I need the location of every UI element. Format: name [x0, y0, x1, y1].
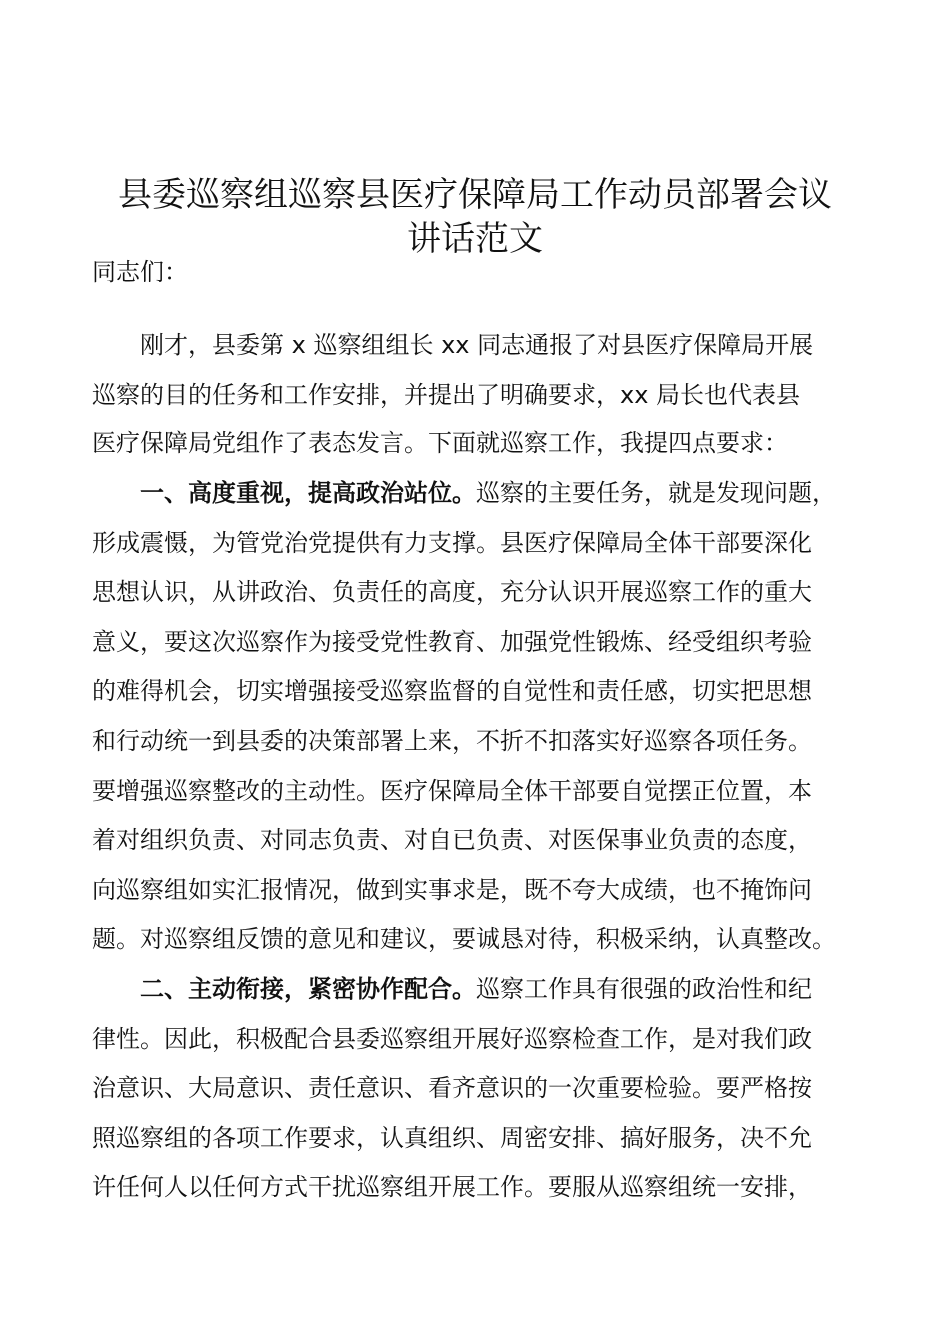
paragraph-3-line-5: 许任何人以任何方式干扰巡察组开展工作。要服从巡察组统一安排，: [92, 1173, 812, 1201]
paragraph-2-line-8: 着对组织负责、对同志负责、对自已负责、对医保事业负责的态度，: [92, 826, 812, 854]
paragraph-1-line-1: 刚才，县委第 x 巡察组组长 xx 同志通报了对县医疗保障局开展: [140, 331, 814, 359]
paragraph-2-line-1: [140, 475, 836, 511]
paragraph-2-line-6: 和行动统一到县委的决策部署上来，不折不扣落实好巡察各项任务。: [92, 727, 812, 755]
paragraph-1-line-2: 巡察的目的任务和工作安排，并提出了明确要求，xx 局长也代表县: [92, 381, 801, 409]
paragraph-1-line-3: 医疗保障局党组作了表态发言。下面就巡察工作，我提四点要求：: [92, 429, 788, 457]
paragraph-3-line-1-text: 巡察工作具有很强的政治性和纪: [476, 975, 812, 1003]
document-title-line-2: 讲话范文: [407, 219, 543, 259]
paragraph-3-line-2: 律性。因此，积极配合县委巡察组开展好巡察检查工作，是对我们政: [92, 1025, 812, 1053]
document-title-line-1: 县委巡察组巡察县医疗保障局工作动员部署会议: [118, 175, 832, 215]
paragraph-2-line-2: 形成震慑，为管党治党提供有力支撑。县医疗保障局全体干部要深化: [92, 529, 812, 557]
paragraph-2-line-1-text: 巡察的主要任务，就是发现问题，: [476, 479, 836, 507]
salutation: 同志们：: [92, 258, 188, 286]
paragraph-2-line-5: 的难得机会，切实增强接受巡察监督的自觉性和责任感，切实把思想: [92, 677, 812, 705]
paragraph-2-line-9: 向巡察组如实汇报情况，做到实事求是，既不夸大成绩，也不掩饰问: [92, 876, 812, 904]
paragraph-3-line-3: 治意识、大局意识、责任意识、看齐意识的一次重要检验。要严格按: [92, 1074, 812, 1102]
paragraph-2-line-7: 要增强巡察整改的主动性。医疗保障局全体干部要自觉摆正位置，本: [92, 777, 812, 805]
section-heading-1: 一、高度重视，提高政治站位。: [140, 479, 476, 507]
paragraph-2-line-3: 思想认识，从讲政治、负责任的高度，充分认识开展巡察工作的重大: [92, 578, 812, 606]
paragraph-3-line-1: [140, 971, 812, 1007]
paragraph-2-line-4: 意义，要这次巡察作为接受党性教育、加强党性锻炼、经受组织考验: [92, 628, 812, 656]
paragraph-2-line-10: 题。对巡察组反馈的意见和建议，要诚恳对待，积极采纳，认真整改。: [92, 925, 836, 953]
paragraph-3-line-4: 照巡察组的各项工作要求，认真组织、周密安排、搞好服务，决不允: [92, 1124, 812, 1152]
section-heading-2: 二、主动衔接，紧密协作配合。: [140, 975, 476, 1003]
